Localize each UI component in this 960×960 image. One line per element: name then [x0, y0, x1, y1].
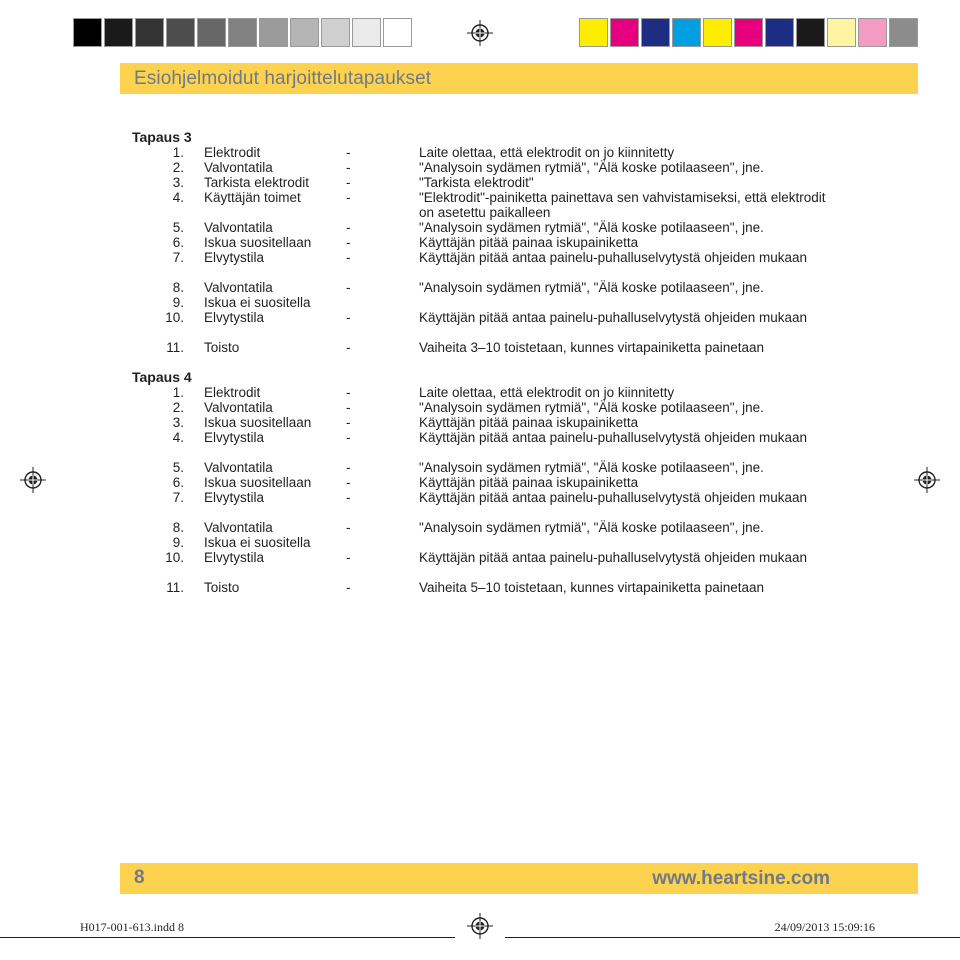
- gray-swatch: [73, 18, 102, 47]
- step-number: 4.: [172, 430, 184, 445]
- step-label: Elvytystila: [204, 490, 265, 505]
- step-number: 3.: [172, 415, 184, 430]
- step-dash: -: [346, 310, 351, 325]
- step-label: Valvontatila: [204, 460, 273, 475]
- step-label: Elektrodit: [204, 145, 261, 160]
- step-dash: -: [346, 460, 351, 475]
- step-dash: -: [346, 415, 351, 430]
- step-dash: -: [346, 190, 351, 205]
- step-dash: -: [346, 400, 351, 415]
- color-swatch: [889, 18, 918, 47]
- color-swatch: [796, 18, 825, 47]
- step-description: Käyttäjän pitää antaa painelu-puhalluselvytystä ohjeiden mukaan: [419, 430, 808, 445]
- step-number: 8.: [172, 520, 184, 535]
- step-number: 10.: [165, 550, 184, 565]
- step-label: Elvytystila: [204, 550, 265, 565]
- step-number: 11.: [166, 340, 184, 355]
- step-label: Elvytystila: [204, 310, 265, 325]
- step-label: Valvontatila: [204, 280, 273, 295]
- color-swatch: [579, 18, 608, 47]
- step-dash: -: [346, 160, 351, 175]
- step-description: "Analysoin sydämen rytmiä", "Älä koske potilaaseen", jne.: [419, 400, 764, 415]
- step-label: Iskua suositellaan: [204, 475, 312, 490]
- step-dash: -: [346, 550, 351, 565]
- step-number: 2.: [172, 160, 184, 175]
- color-swatch: [672, 18, 701, 47]
- color-swatch: [641, 18, 670, 47]
- gray-swatch: [321, 18, 350, 47]
- color-swatch: [703, 18, 732, 47]
- step-dash: -: [346, 580, 351, 595]
- case-title: Tapaus 3: [132, 129, 192, 145]
- color-swatch: [858, 18, 887, 47]
- page-title: Esiohjelmoidut harjoittelutapaukset: [134, 68, 432, 89]
- step-dash: -: [346, 175, 351, 190]
- registration-mark-left-icon: [20, 467, 46, 493]
- process-color-bar: [579, 18, 920, 48]
- step-number: 1.: [172, 385, 184, 400]
- step-number: 1.: [172, 145, 184, 160]
- step-number: 9.: [172, 535, 184, 550]
- grayscale-color-bar: [73, 18, 414, 48]
- step-dash: -: [346, 280, 351, 295]
- step-label: Iskua suositellaan: [204, 235, 312, 250]
- gray-swatch: [166, 18, 195, 47]
- step-description: Laite olettaa, että elektrodit on jo kiinnitetty: [419, 385, 675, 400]
- slug-file-name: H017-001-613.indd 8: [80, 920, 184, 934]
- page-number: 8: [134, 867, 145, 888]
- step-number: 7.: [172, 250, 184, 265]
- step-label: Elvytystila: [204, 430, 265, 445]
- slug-rule-right: [505, 937, 960, 938]
- step-description: Käyttäjän pitää antaa painelu-puhalluselvytystä ohjeiden mukaan: [419, 490, 808, 505]
- step-dash: -: [346, 490, 351, 505]
- step-number: 11.: [166, 580, 184, 595]
- step-label: Tarkista elektrodit: [204, 175, 310, 190]
- step-description: Käyttäjän pitää painaa iskupainiketta: [419, 415, 639, 430]
- step-number: 8.: [172, 280, 184, 295]
- registration-mark-right-icon: [914, 467, 940, 493]
- header-band: [120, 63, 918, 94]
- step-label: Iskua ei suositella: [204, 295, 311, 310]
- step-dash: -: [346, 220, 351, 235]
- step-number: 2.: [172, 400, 184, 415]
- step-dash: -: [346, 520, 351, 535]
- step-dash: -: [346, 145, 351, 160]
- color-swatch: [734, 18, 763, 47]
- step-label: Iskua suositellaan: [204, 415, 312, 430]
- step-description: "Analysoin sydämen rytmiä", "Älä koske potilaaseen", jne.: [419, 160, 764, 175]
- step-dash: -: [346, 340, 351, 355]
- gray-swatch: [104, 18, 133, 47]
- step-description: Käyttäjän pitää antaa painelu-puhalluselvytystä ohjeiden mukaan: [419, 550, 808, 565]
- step-number: 4.: [172, 190, 184, 205]
- slug-rule-left: [0, 937, 455, 938]
- step-description: "Analysoin sydämen rytmiä", "Älä koske potilaaseen", jne.: [419, 280, 764, 295]
- registration-mark-top-icon: [467, 20, 493, 46]
- step-label: Käyttäjän toimet: [204, 190, 301, 205]
- step-label: Valvontatila: [204, 220, 273, 235]
- step-description: "Analysoin sydämen rytmiä", "Älä koske potilaaseen", jne.: [419, 460, 764, 475]
- step-description: Käyttäjän pitää painaa iskupainiketta: [419, 235, 639, 250]
- step-description: "Tarkista elektrodit": [419, 175, 534, 190]
- step-label: Iskua ei suositella: [204, 535, 311, 550]
- step-number: 9.: [172, 295, 184, 310]
- gray-swatch: [228, 18, 257, 47]
- step-description: Laite olettaa, että elektrodit on jo kiinnitetty: [419, 145, 675, 160]
- gray-swatch: [197, 18, 226, 47]
- color-swatch: [765, 18, 794, 47]
- step-label: Elektrodit: [204, 385, 261, 400]
- step-description: "Elektrodit"-painiketta painettava sen vahvistamiseksi, että elektrodit on asetettu paikalleen: [419, 190, 826, 220]
- step-dash: -: [346, 385, 351, 400]
- case-title: Tapaus 4: [132, 369, 192, 385]
- step-number: 7.: [172, 490, 184, 505]
- step-description: Käyttäjän pitää painaa iskupainiketta: [419, 475, 639, 490]
- registration-mark-bottom-icon: [467, 913, 493, 939]
- step-label: Valvontatila: [204, 520, 273, 535]
- step-number: 6.: [172, 235, 184, 250]
- footer-band: [120, 863, 918, 894]
- gray-swatch: [290, 18, 319, 47]
- color-swatch: [827, 18, 856, 47]
- step-label: Valvontatila: [204, 400, 273, 415]
- step-number: 3.: [172, 175, 184, 190]
- gray-swatch: [352, 18, 381, 47]
- step-label: Toisto: [204, 580, 240, 595]
- step-description: Vaiheita 5–10 toistetaan, kunnes virtapainiketta painetaan: [419, 580, 764, 595]
- step-description: "Analysoin sydämen rytmiä", "Älä koske potilaaseen", jne.: [419, 520, 764, 535]
- step-dash: -: [346, 235, 351, 250]
- step-description: "Analysoin sydämen rytmiä", "Älä koske potilaaseen", jne.: [419, 220, 764, 235]
- step-number: 5.: [172, 460, 184, 475]
- gray-swatch: [259, 18, 288, 47]
- color-swatch: [610, 18, 639, 47]
- step-dash: -: [346, 430, 351, 445]
- gray-swatch: [135, 18, 164, 47]
- step-label: Elvytystila: [204, 250, 265, 265]
- slug-date: 24/09/2013 15:09:16: [774, 920, 875, 934]
- step-dash: -: [346, 250, 351, 265]
- footer-url: www.heartsine.com: [652, 868, 830, 889]
- gray-swatch: [383, 18, 412, 47]
- step-description: Käyttäjän pitää antaa painelu-puhalluselvytystä ohjeiden mukaan: [419, 250, 808, 265]
- step-description: Käyttäjän pitää antaa painelu-puhalluselvytystä ohjeiden mukaan: [419, 310, 808, 325]
- step-number: 10.: [165, 310, 184, 325]
- step-label: Toisto: [204, 340, 240, 355]
- step-dash: -: [346, 475, 351, 490]
- step-label: Valvontatila: [204, 160, 273, 175]
- step-number: 5.: [172, 220, 184, 235]
- step-description: Vaiheita 3–10 toistetaan, kunnes virtapainiketta painetaan: [419, 340, 764, 355]
- step-number: 6.: [172, 475, 184, 490]
